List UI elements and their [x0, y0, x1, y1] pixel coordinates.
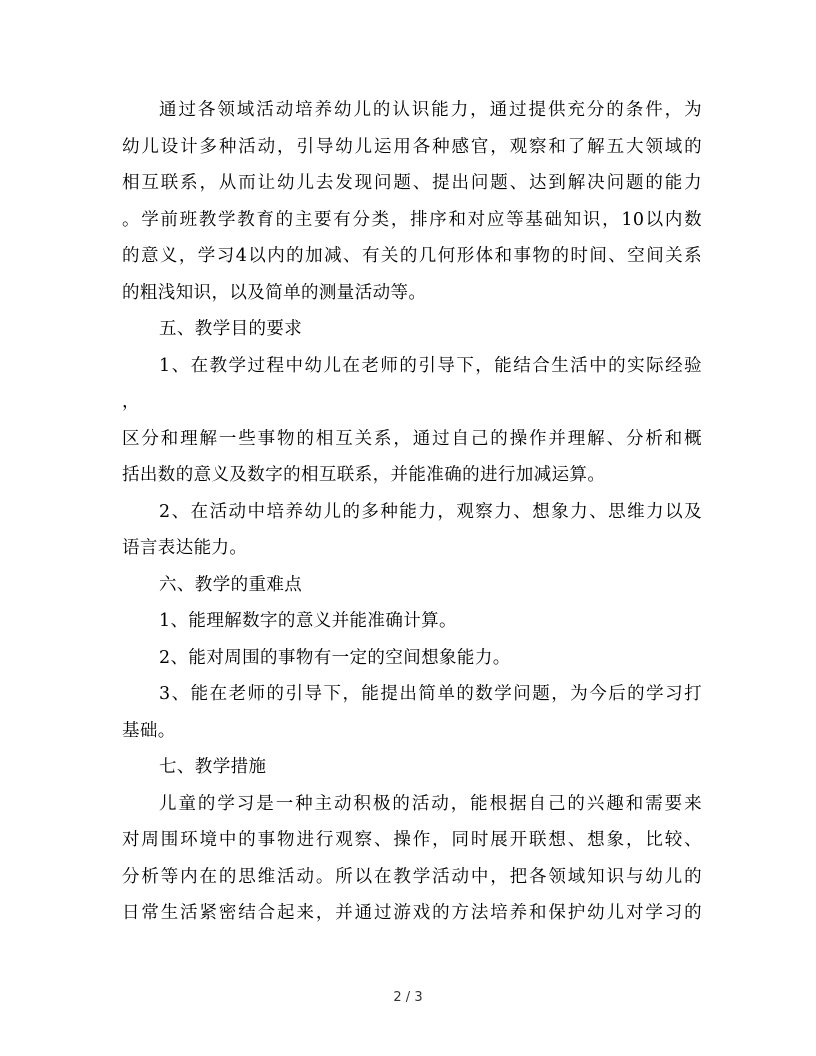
section-heading: 六、教学的重难点: [159, 574, 303, 595]
list-item-line: 括出数的意义及数字的相互联系，并能准确的进行加减运算。: [122, 465, 606, 485]
list-item-line: 2、在活动中培养幼儿的多种能力，观察力、想象力、思维力以及: [159, 501, 702, 522]
document-body: [122, 92, 702, 932]
paragraph-line: 相互联系，从而让幼儿去发现问题、提出问题、达到解决问题的能力: [122, 173, 702, 193]
list-item-line: 1、能理解数字的意义并能准确计算。: [159, 611, 457, 631]
paragraph-line: 。学前班教学教育的主要有分类，排序和对应等基础知识，10以内数: [122, 209, 702, 230]
paragraph-line: 的意义，学习4以内的加减、有关的几何形体和事物的时间、空间关系: [122, 246, 702, 266]
paragraph-line: 儿童的学习是一种主动积极的活动，能根据自己的兴趣和需要来: [159, 793, 702, 814]
list-item-line: ，: [122, 392, 140, 412]
list-item-line: 区分和理解一些事物的相互关系，通过自己的操作并理解、分析和概: [122, 428, 702, 449]
paragraph-line: 的粗浅知识，以及简单的测量活动等。: [122, 282, 427, 303]
section-heading: 七、教学措施: [159, 757, 267, 777]
section-heading: 五、教学目的要求: [159, 319, 303, 339]
paragraph-line: 日常生活紧密结合起来，并通过游戏的方法培养和保护幼儿对学习的: [122, 903, 702, 923]
list-item-line: 1、在教学过程中幼儿在老师的引导下，能结合生活中的实际经验: [159, 355, 702, 376]
list-item-line: 3、能在老师的引导下，能提出简单的数学问题，为今后的学习打: [159, 684, 702, 704]
list-item-line: 2、能对周围的事物有一定的空间想象能力。: [159, 647, 511, 668]
list-item-line: 语言表达能力。: [122, 538, 248, 558]
page-number: 2 / 3: [393, 990, 423, 1005]
paragraph-line: 通过各领域活动培养幼儿的认识能力，通过提供充分的条件，为: [159, 100, 702, 120]
paragraph-line: 分析等内在的思维活动。所以在教学活动中，把各领域知识与幼儿的: [122, 866, 702, 887]
paragraph-line: 对周围环境中的事物进行观察、操作，同时展开联想、想象，比较、: [122, 830, 702, 850]
paragraph-line: 幼儿设计多种活动，引导幼儿运用各种感官，观察和了解五大领域的: [122, 136, 702, 157]
list-item-line: 基础。: [122, 720, 176, 741]
